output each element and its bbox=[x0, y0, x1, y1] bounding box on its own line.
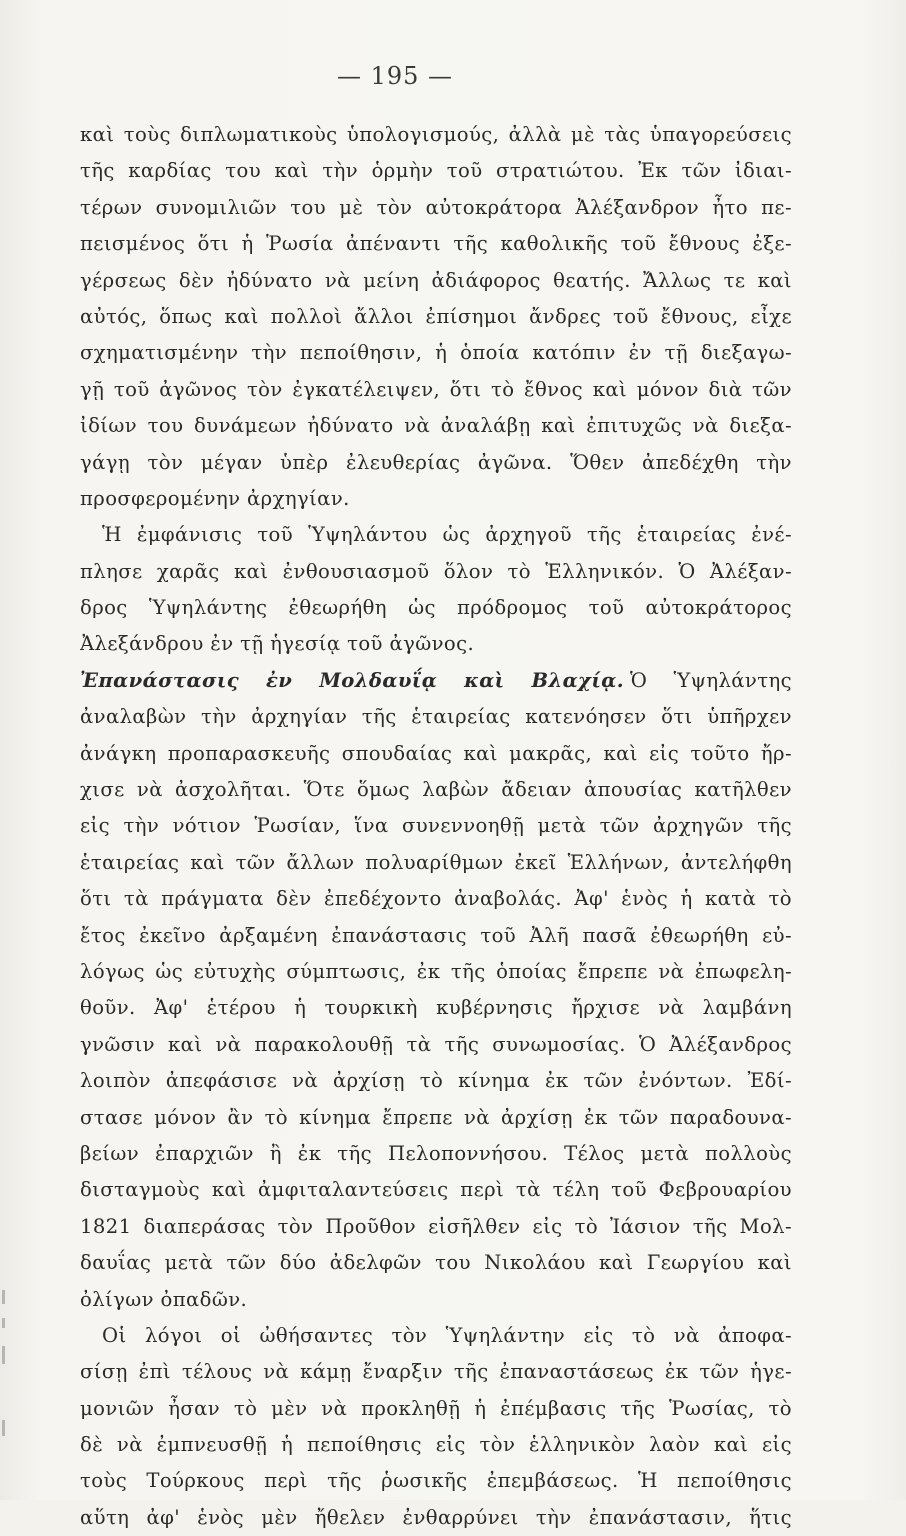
text-line: αὐτός, ὅπως καὶ πολλοὶ ἄλλοι ἐπίσημοι ἄνδρες τοῦ ἔθνους, εἶχε bbox=[80, 304, 792, 328]
margin-mark bbox=[2, 1346, 5, 1364]
text-line: Ἡ ἐμφάνισις τοῦ Ὑψηλάντου ὡς ἀρχηγοῦ τῆς ἑταιρείας ἐνέ- bbox=[102, 523, 792, 547]
text-line: ὅτι τὰ πράγματα δὲν ἐπεδέχοντο ἀναβολάς. Ἀφ' ἑνὸς ἡ κατὰ τὸ bbox=[80, 887, 792, 911]
text-line: εἰς τὴν νότιον Ῥωσίαν, ἵνα συνεννοηθῇ μετὰ τῶν ἀρχηγῶν τῆς bbox=[80, 814, 792, 838]
text-line: λόγως ὡς εὐτυχὴς σύμπτωσις, ἐκ τῆς ὁποίας ἔπρεπε νὰ ἐπωφελη- bbox=[80, 959, 792, 983]
text-line: σχηματισμένην τὴν πεποίθησιν, ἡ ὁποία κατόπιν ἐν τῇ διεξαγω- bbox=[80, 341, 792, 365]
text-line: ἑταιρείας καὶ τῶν ἄλλων πολυαρίθμων ἐκεῖ Ἑλλήνων, ἀντελήφθη bbox=[80, 850, 792, 874]
text-line: δισταγμοὺς καὶ ἀμφιταλαντεύσεις περὶ τὰ τέλη τοῦ Φεβρουαρίου bbox=[80, 1178, 792, 1202]
text-line: ἔτος ἐκεῖνο ἀρξαμένη ἐπανάστασις τοῦ Ἀλῆ πασᾶ ἐθεωρήθη εὐ- bbox=[80, 923, 792, 947]
text-line: θοῦν. Ἀφ' ἑτέρου ἡ τουρκικὴ κυβέρνησις ἤρχισε νὰ λαμβάνη bbox=[80, 996, 792, 1020]
page-number: — 195 — bbox=[336, 62, 454, 90]
text-line: 1821 διαπεράσας τὸν Προῦθον εἰσῆλθεν εἰς τὸ Ἰάσιον τῆς Μολ- bbox=[80, 1214, 792, 1238]
text-line: δαυΐας μετὰ τῶν δύο ἀδελφῶν του Νικολάου καὶ Γεωργίου καὶ bbox=[80, 1251, 792, 1275]
text-line: γνῶσιν καὶ νὰ παρακολουθῇ τὰ τῆς συνωμοσίας. Ὁ Ἀλέξανδρος bbox=[80, 1032, 792, 1056]
text-run: Ὁ Ὑψηλάντης bbox=[629, 668, 792, 692]
section-heading: Ἐπανάστασις ἐν Μολδαυΐᾳ καὶ Βλαχίᾳ. bbox=[80, 668, 624, 692]
text-line: ἰδίων του δυνάμεων ἠδύνατο νὰ ἀναλάβῃ καὶ ἐπιτυχῶς νὰ διεξα- bbox=[80, 414, 792, 438]
text-line: μονιῶν ἦσαν τὸ μὲν νὰ προκληθῇ ἡ ἐπέμβασις τῆς Ῥωσίας, τὸ bbox=[80, 1396, 792, 1420]
text-line: ἀναλαβὼν τὴν ἀρχηγίαν τῆς ἑταιρείας κατενόησεν ὅτι ὑπῆρχεν bbox=[80, 705, 792, 729]
margin-mark bbox=[2, 1318, 5, 1328]
text-line: βείων ἐπαρχιῶν ἢ ἐκ τῆς Πελοποννήσου. Τέλος μετὰ πολλοὺς bbox=[80, 1141, 792, 1165]
text-line: σίσῃ ἐπὶ τέλους νὰ κάμῃ ἔναρξιν τῆς ἐπαναστάσεως ἐκ τῶν ἡγε- bbox=[80, 1360, 792, 1384]
text-line: ὀλίγων ὀπαδῶν. bbox=[80, 1287, 248, 1311]
text-line: δρος Ὑψηλάντης ἐθεωρήθη ὡς πρόδρομος τοῦ αὐτοκράτορος bbox=[80, 596, 792, 620]
text-line: προσφερομένην ἀρχηγίαν. bbox=[80, 486, 350, 510]
body-text bbox=[80, 117, 792, 1536]
text-line: τῆς καρδίας του καὶ τὴν ὁρμὴν τοῦ στρατιώτου. Ἐκ τῶν ἰδιαι- bbox=[80, 159, 792, 183]
text-line: τοὺς Τούρκους περὶ τῆς ῥωσικῆς ἐπεμβάσεως. Ἡ πεποίθησις bbox=[80, 1469, 792, 1493]
text-line: Οἱ λόγοι οἱ ὠθήσαντες τὸν Ὑψηλάντην εἰς τὸ νὰ ἀποφα- bbox=[102, 1323, 792, 1347]
margin-mark bbox=[2, 1420, 5, 1436]
text-line: Ἀλεξάνδρου ἐν τῇ ἡγεσίᾳ τοῦ ἀγῶνος. bbox=[80, 632, 475, 656]
section-heading-line bbox=[80, 663, 792, 699]
text-line: πλησε χαρᾶς καὶ ἐνθουσιασμοῦ ὅλον τὸ Ἑλληνικόν. Ὁ Ἀλέξαν- bbox=[80, 559, 792, 583]
text-line: γῇ τοῦ ἀγῶνος τὸν ἐγκατέλειψεν, ὅτι τὸ ἔθνος καὶ μόνον διὰ τῶν bbox=[80, 377, 792, 401]
text-line: στασε μόνον ἂν τὸ κίνημα ἔπρεπε νὰ ἀρχίσῃ ἐκ τῶν παραδουνα- bbox=[80, 1105, 792, 1129]
text-line: γάγῃ τὸν μέγαν ὑπὲρ ἐλευθερίας ἀγῶνα. Ὅθεν ἀπεδέχθη τὴν bbox=[80, 450, 792, 474]
text-line: πεισμένος ὅτι ἡ Ῥωσία ἀπέναντι τῆς καθολικῆς τοῦ ἔθνους ἐξε- bbox=[80, 232, 792, 256]
text-line: γέρσεως δὲν ἠδύνατο νὰ μείνη ἀδιάφορος θεατής. Ἄλλως τε καὶ bbox=[80, 268, 792, 292]
margin-mark bbox=[2, 1290, 5, 1304]
text-line: αὕτη ἀφ' ἑνὸς μὲν ἤθελεν ἐνθαρρύνει τὴν ἐπανάστασιν, ἥτις bbox=[80, 1505, 792, 1529]
text-line: ἀνάγκη προπαρασκευῆς σπουδαίας καὶ μακρᾶς, καὶ εἰς τοῦτο ἤρ- bbox=[80, 741, 792, 765]
text-line: λοιπὸν ἀπεφάσισε νὰ ἀρχίσῃ τὸ κίνημα ἐκ τῶν ἐνόντων. Ἐδί- bbox=[80, 1069, 792, 1093]
text-line: δὲ νὰ ἐμπνευσθῇ ἡ πεποίθησις εἰς τὸν ἑλληνικὸν λαὸν καὶ εἰς bbox=[80, 1433, 792, 1457]
text-line: χισε νὰ ἀσχολῆται. Ὅτε ὅμως λαβὼν ἄδειαν ἀπουσίας κατῆλθεν bbox=[80, 778, 792, 802]
text-line: καὶ τοὺς διπλωματικοὺς ὑπολογισμούς, ἀλλὰ μὲ τὰς ὑπαγορεύσεις bbox=[80, 123, 792, 146]
text-line: τέρων συνομιλιῶν του μὲ τὸν αὐτοκράτορα Ἀλέξανδρον ἦτο πε- bbox=[80, 195, 792, 219]
